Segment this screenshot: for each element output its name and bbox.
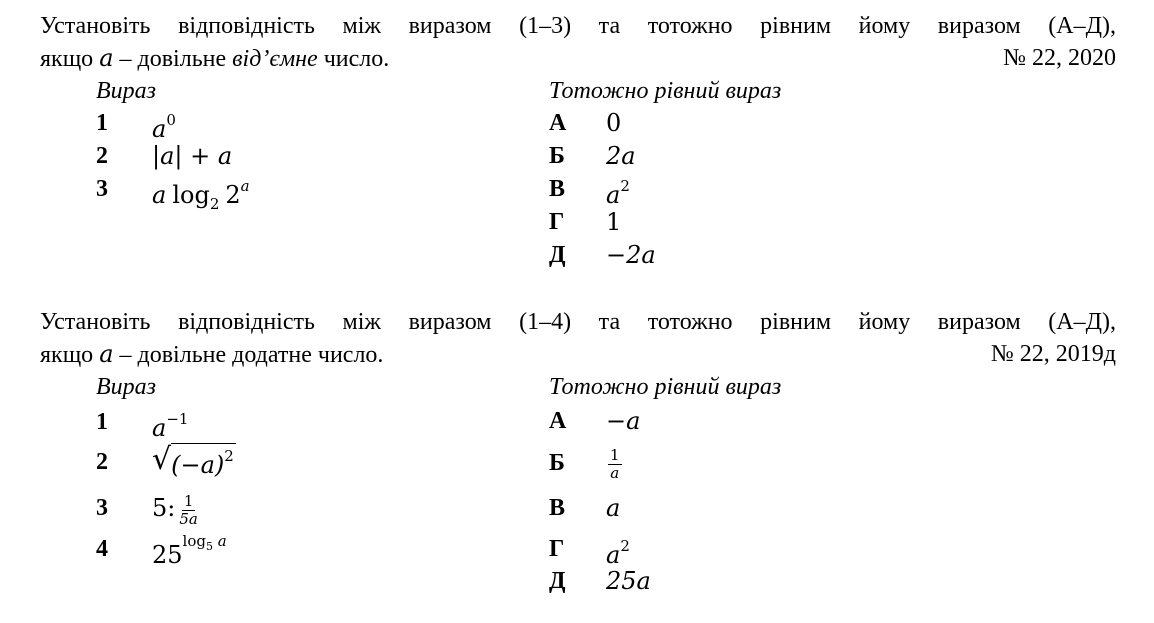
answer-row [549, 529, 781, 569]
task-1-source: № 22, 2020 [1003, 45, 1116, 71]
expression: $a^2$ [606, 177, 630, 209]
row-label: Д [549, 242, 566, 268]
row-label: Г [549, 536, 565, 562]
answer-row [549, 439, 781, 487]
answer-row [549, 206, 781, 239]
expression-row [96, 140, 233, 173]
task-1-columns [40, 75, 1116, 275]
answer-row [549, 239, 781, 272]
row-label: 1 [96, 110, 108, 136]
expression-row [96, 483, 198, 533]
expression: $a^2$ [606, 537, 630, 569]
task-1-statement: Установіть відповідність між виразом (1–3) та тотожно рівним йому виразом (А–Д), [40, 13, 1116, 39]
expression: a $\log_2 2^a$ [152, 177, 250, 213]
task-1-condition-line [40, 42, 1116, 75]
task-2-condition-line [40, 338, 1116, 371]
emphasis-negative: від’ємне [232, 46, 318, 72]
row-label: Д [549, 568, 566, 594]
expression: $25^{log_5 a}$ [152, 532, 227, 569]
variable-a: a [99, 340, 114, 368]
expression: 25a [606, 567, 651, 595]
expression-row [96, 532, 227, 569]
expression [152, 441, 236, 483]
answer-row [549, 487, 781, 529]
answer-row [549, 107, 781, 140]
left-column-header: Вираз [96, 78, 157, 104]
row-label: Б [549, 143, 565, 169]
row-label: В [549, 176, 566, 202]
expression: −a [606, 407, 641, 435]
task-2-source: № 22, 2019д [990, 341, 1116, 367]
row-label: Г [549, 209, 565, 235]
right-column-header: Тотожно рівний вираз [549, 374, 782, 400]
expression-row [96, 107, 176, 143]
square-root: √ $(-a)^2$ [152, 442, 234, 479]
expression-row [96, 441, 234, 483]
row-label: А [549, 408, 567, 434]
expression: 5: $\frac{1}{5a}$ [152, 491, 198, 528]
fraction: $\frac{1}{5a}$ [179, 491, 198, 528]
row-label: 3 [96, 495, 108, 521]
expression: 0 [606, 109, 622, 137]
answer-row [549, 173, 781, 209]
expression: 1 [606, 208, 622, 236]
task-1-expressions [96, 75, 250, 213]
expression-row [96, 173, 250, 213]
expression [606, 439, 622, 487]
expression: −2a [606, 241, 656, 269]
row-label: В [549, 495, 566, 521]
task-2 [40, 306, 1116, 595]
row-label: 2 [96, 143, 108, 169]
row-label: 2 [96, 449, 108, 475]
answer-row [549, 140, 781, 173]
expression: |a| + a [152, 142, 233, 170]
row-label: Б [549, 450, 565, 476]
answer-row [549, 565, 781, 598]
row-label: 1 [96, 409, 108, 435]
expression-row [96, 403, 189, 442]
task-2-statement: Установіть відповідність між виразом (1–4) та тотожно рівним йому виразом (А–Д), [40, 309, 1116, 335]
task-2-condition: якщо a – довільне додатне число. [40, 340, 384, 368]
fraction: $\frac{1}{a}$ [610, 445, 620, 482]
task-1-condition: якщо a – довільне від’ємне число. [40, 44, 390, 72]
row-label: А [549, 110, 567, 136]
task-1-answers [549, 75, 781, 272]
task-2-answers [549, 371, 781, 598]
row-label: 4 [96, 536, 108, 562]
right-column-header: Тотожно рівний вираз [549, 78, 782, 104]
task-2-expressions [96, 371, 234, 569]
expression: $a^0$ [152, 111, 176, 143]
variable-a: a [99, 44, 114, 72]
task-2-columns [40, 371, 1116, 595]
left-column-header: Вираз [96, 374, 157, 400]
expression: a [606, 494, 621, 522]
task-1 [40, 10, 1116, 275]
expression: 2a [606, 142, 636, 170]
expression: $a^{-1}$ [152, 410, 189, 442]
row-label: 3 [96, 176, 108, 202]
answer-row [549, 403, 781, 439]
